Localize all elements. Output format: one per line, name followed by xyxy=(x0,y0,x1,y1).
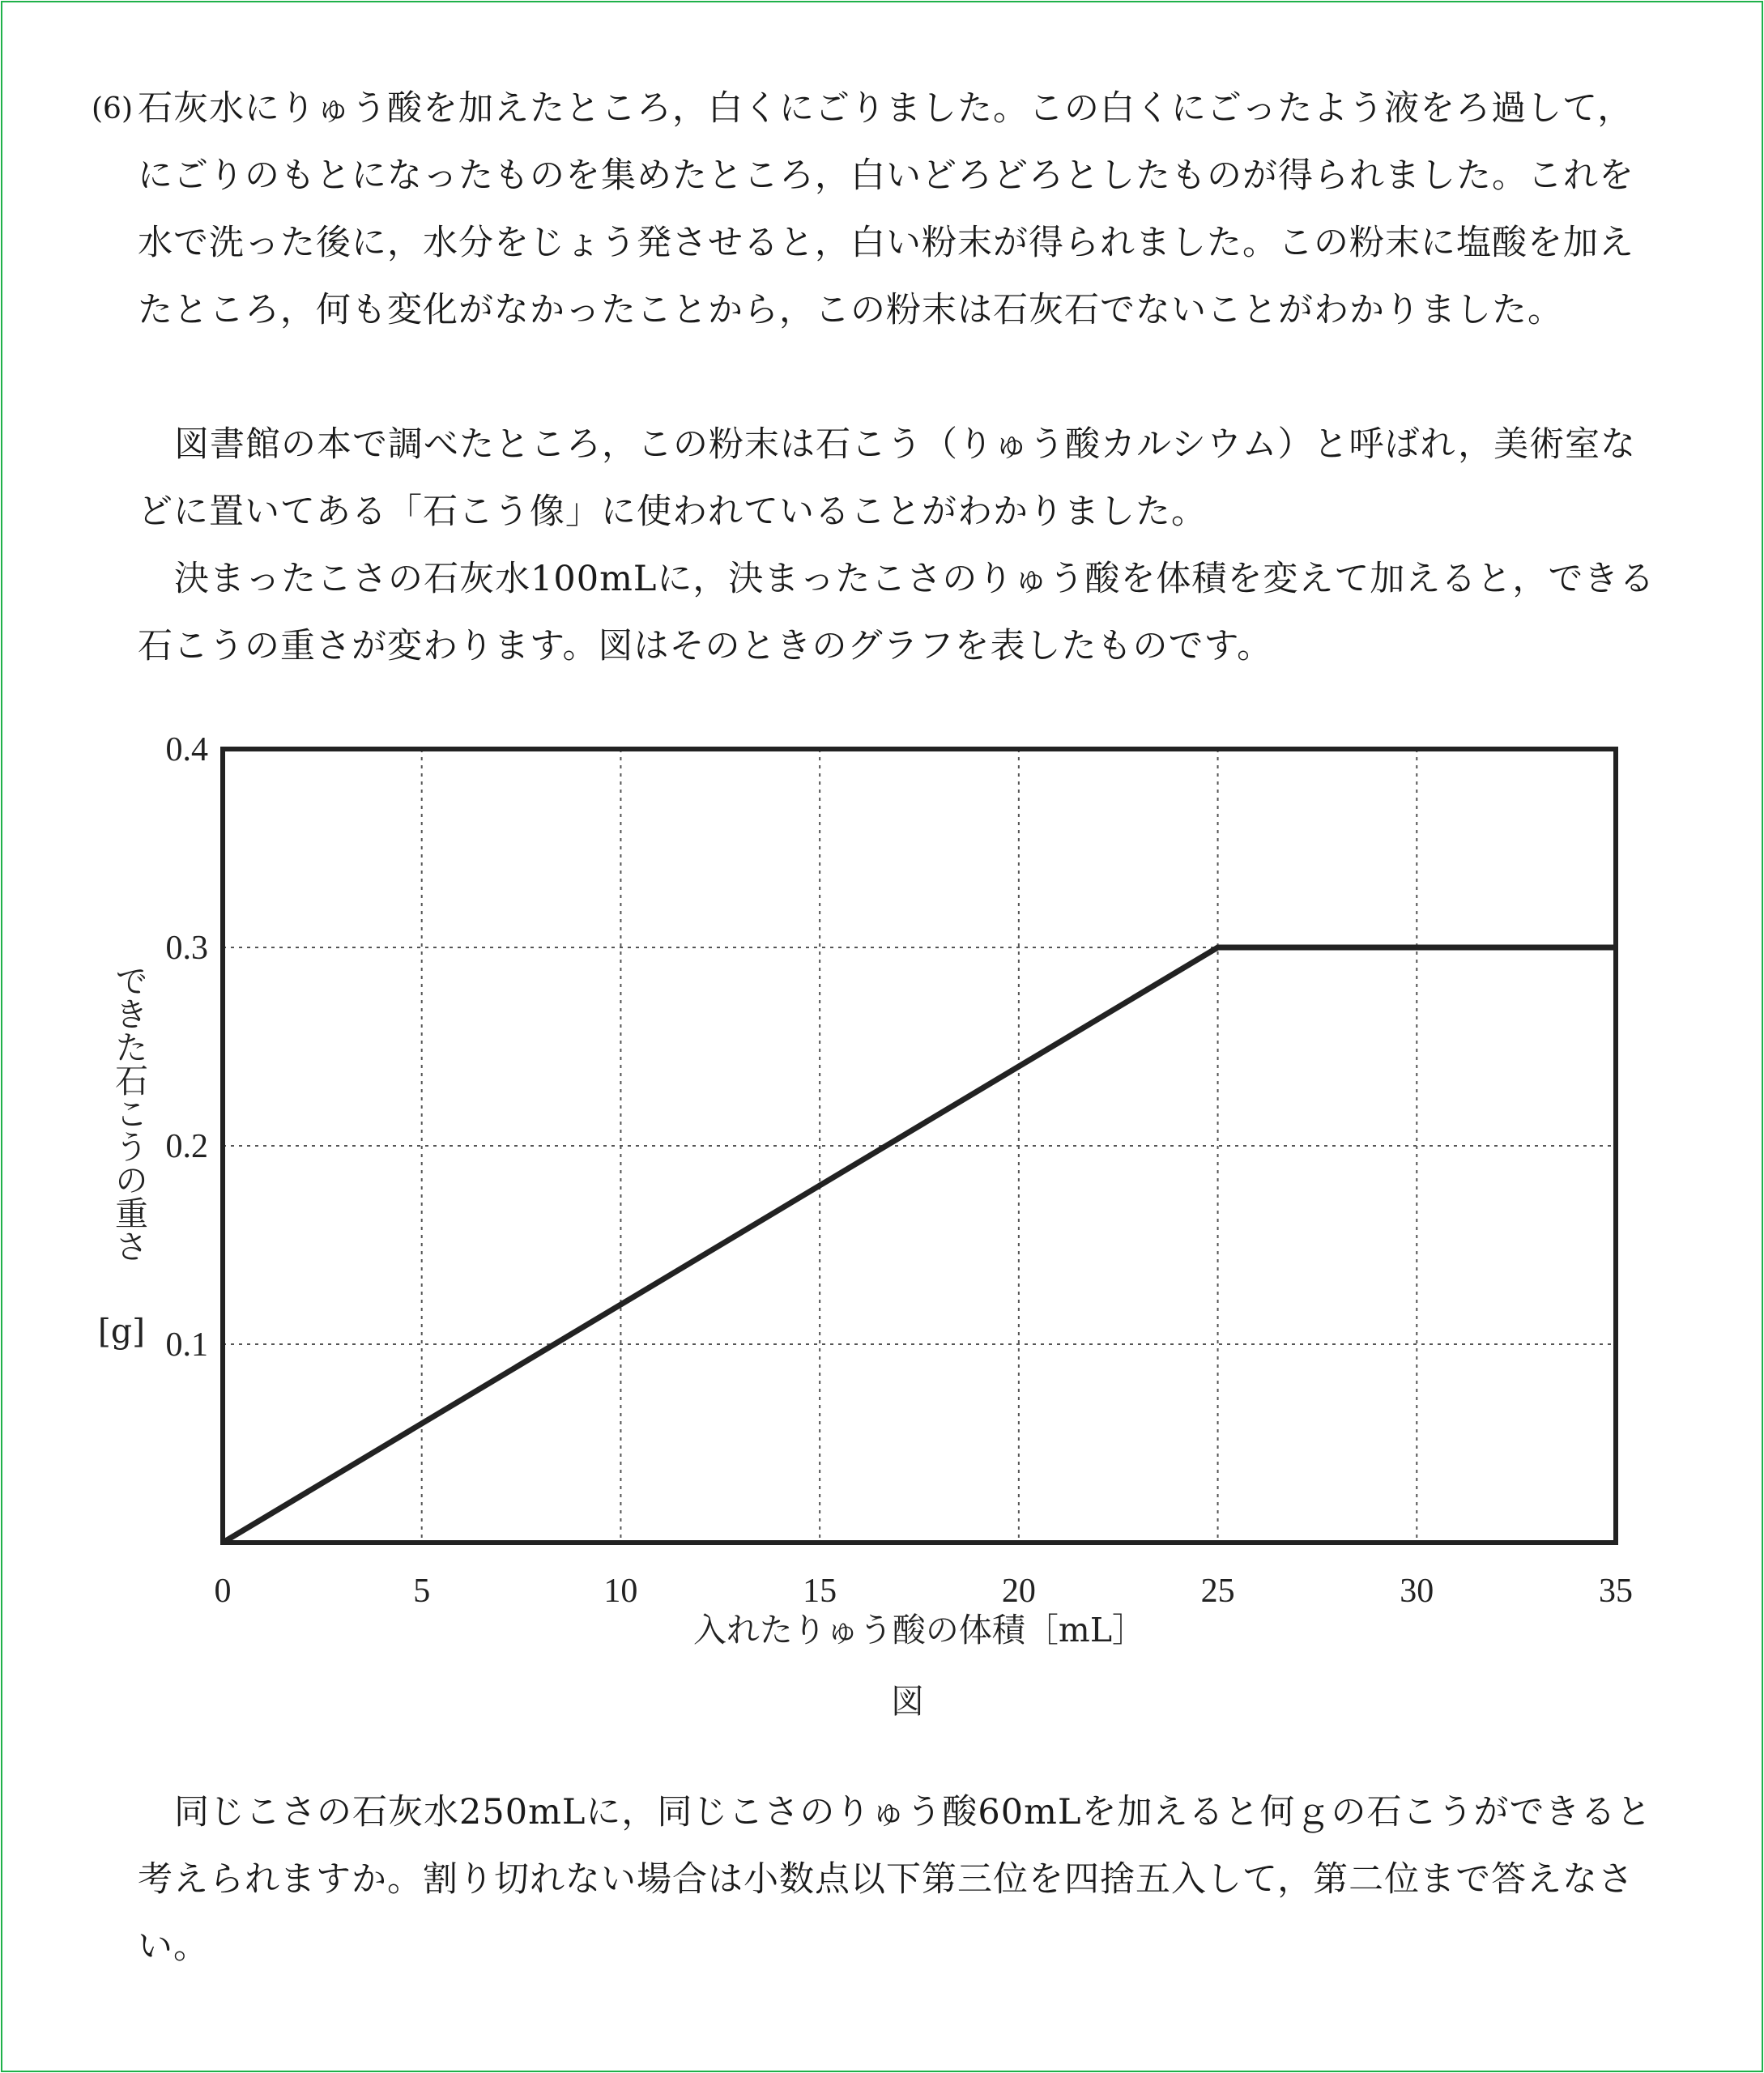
x-tick-label: 25 xyxy=(1200,1573,1235,1610)
x-tick-label: 35 xyxy=(1599,1573,1633,1610)
paragraph-2: 図書館の本で調べたところ，この粉末は石こう（りゅう酸カルシウム）と呼ばれ，美術室などに置いてある「石こう像」に使われていることがわかりました。 xyxy=(138,424,1637,532)
y-tick-label: 0.2 xyxy=(165,1128,208,1165)
y-axis-title: できた石こうの重さ xyxy=(109,964,148,1262)
x-tick-label: 0 xyxy=(214,1573,232,1610)
x-tick-label: 30 xyxy=(1400,1573,1434,1610)
y-axis-unit: [g] xyxy=(97,1312,146,1351)
x-tick-label: 10 xyxy=(603,1573,638,1610)
graph xyxy=(0,713,1764,1684)
x-axis-title: 入れたりゅう酸の体積［mL］ xyxy=(692,1611,1146,1649)
question-number: (6) xyxy=(92,92,133,126)
y-tick-label: 0.4 xyxy=(165,731,208,768)
figure-caption: 図 xyxy=(891,1682,924,1721)
series-line xyxy=(223,947,1616,1543)
grid-lines xyxy=(223,749,1616,1543)
paragraph-1: 石灰水にりゅう酸を加えたところ，白くにごりました。この白くにごったよう液をろ過して，にごりのもとになったものを集めたところ，白いどろどろとしたものが得られました。これを水で洗った後に，水分をじょう発させると，白い粉末が得られました。この粉末に塩酸を加えたところ，何も変化がなかったことから，この粉末は石灰石でないことがわかりました。 xyxy=(138,88,1634,330)
x-tick-label: 5 xyxy=(413,1573,431,1610)
question-text: 同じこさの石灰水250mLに，同じこさのりゅう酸60mLを加えると何ｇの石こうができると考えられますか。割り切れない場合は小数点以下第三位を四捨五入して，第二位まで答えなさい。 xyxy=(138,1792,1652,1967)
paragraph-3: 決まったこさの石灰水100mLに，決まったこさのりゅう酸を体積を変えて加えると，できる石こうの重さが変わります。図はそのときのグラフを表したものです。 xyxy=(138,559,1655,666)
y-tick-label: 0.1 xyxy=(165,1326,208,1364)
y-tick-label: 0.3 xyxy=(165,930,208,967)
x-axis-ticks xyxy=(215,1573,1634,1610)
y-axis-ticks xyxy=(166,731,209,1364)
x-tick-label: 15 xyxy=(803,1573,837,1610)
x-tick-label: 20 xyxy=(1001,1573,1036,1610)
